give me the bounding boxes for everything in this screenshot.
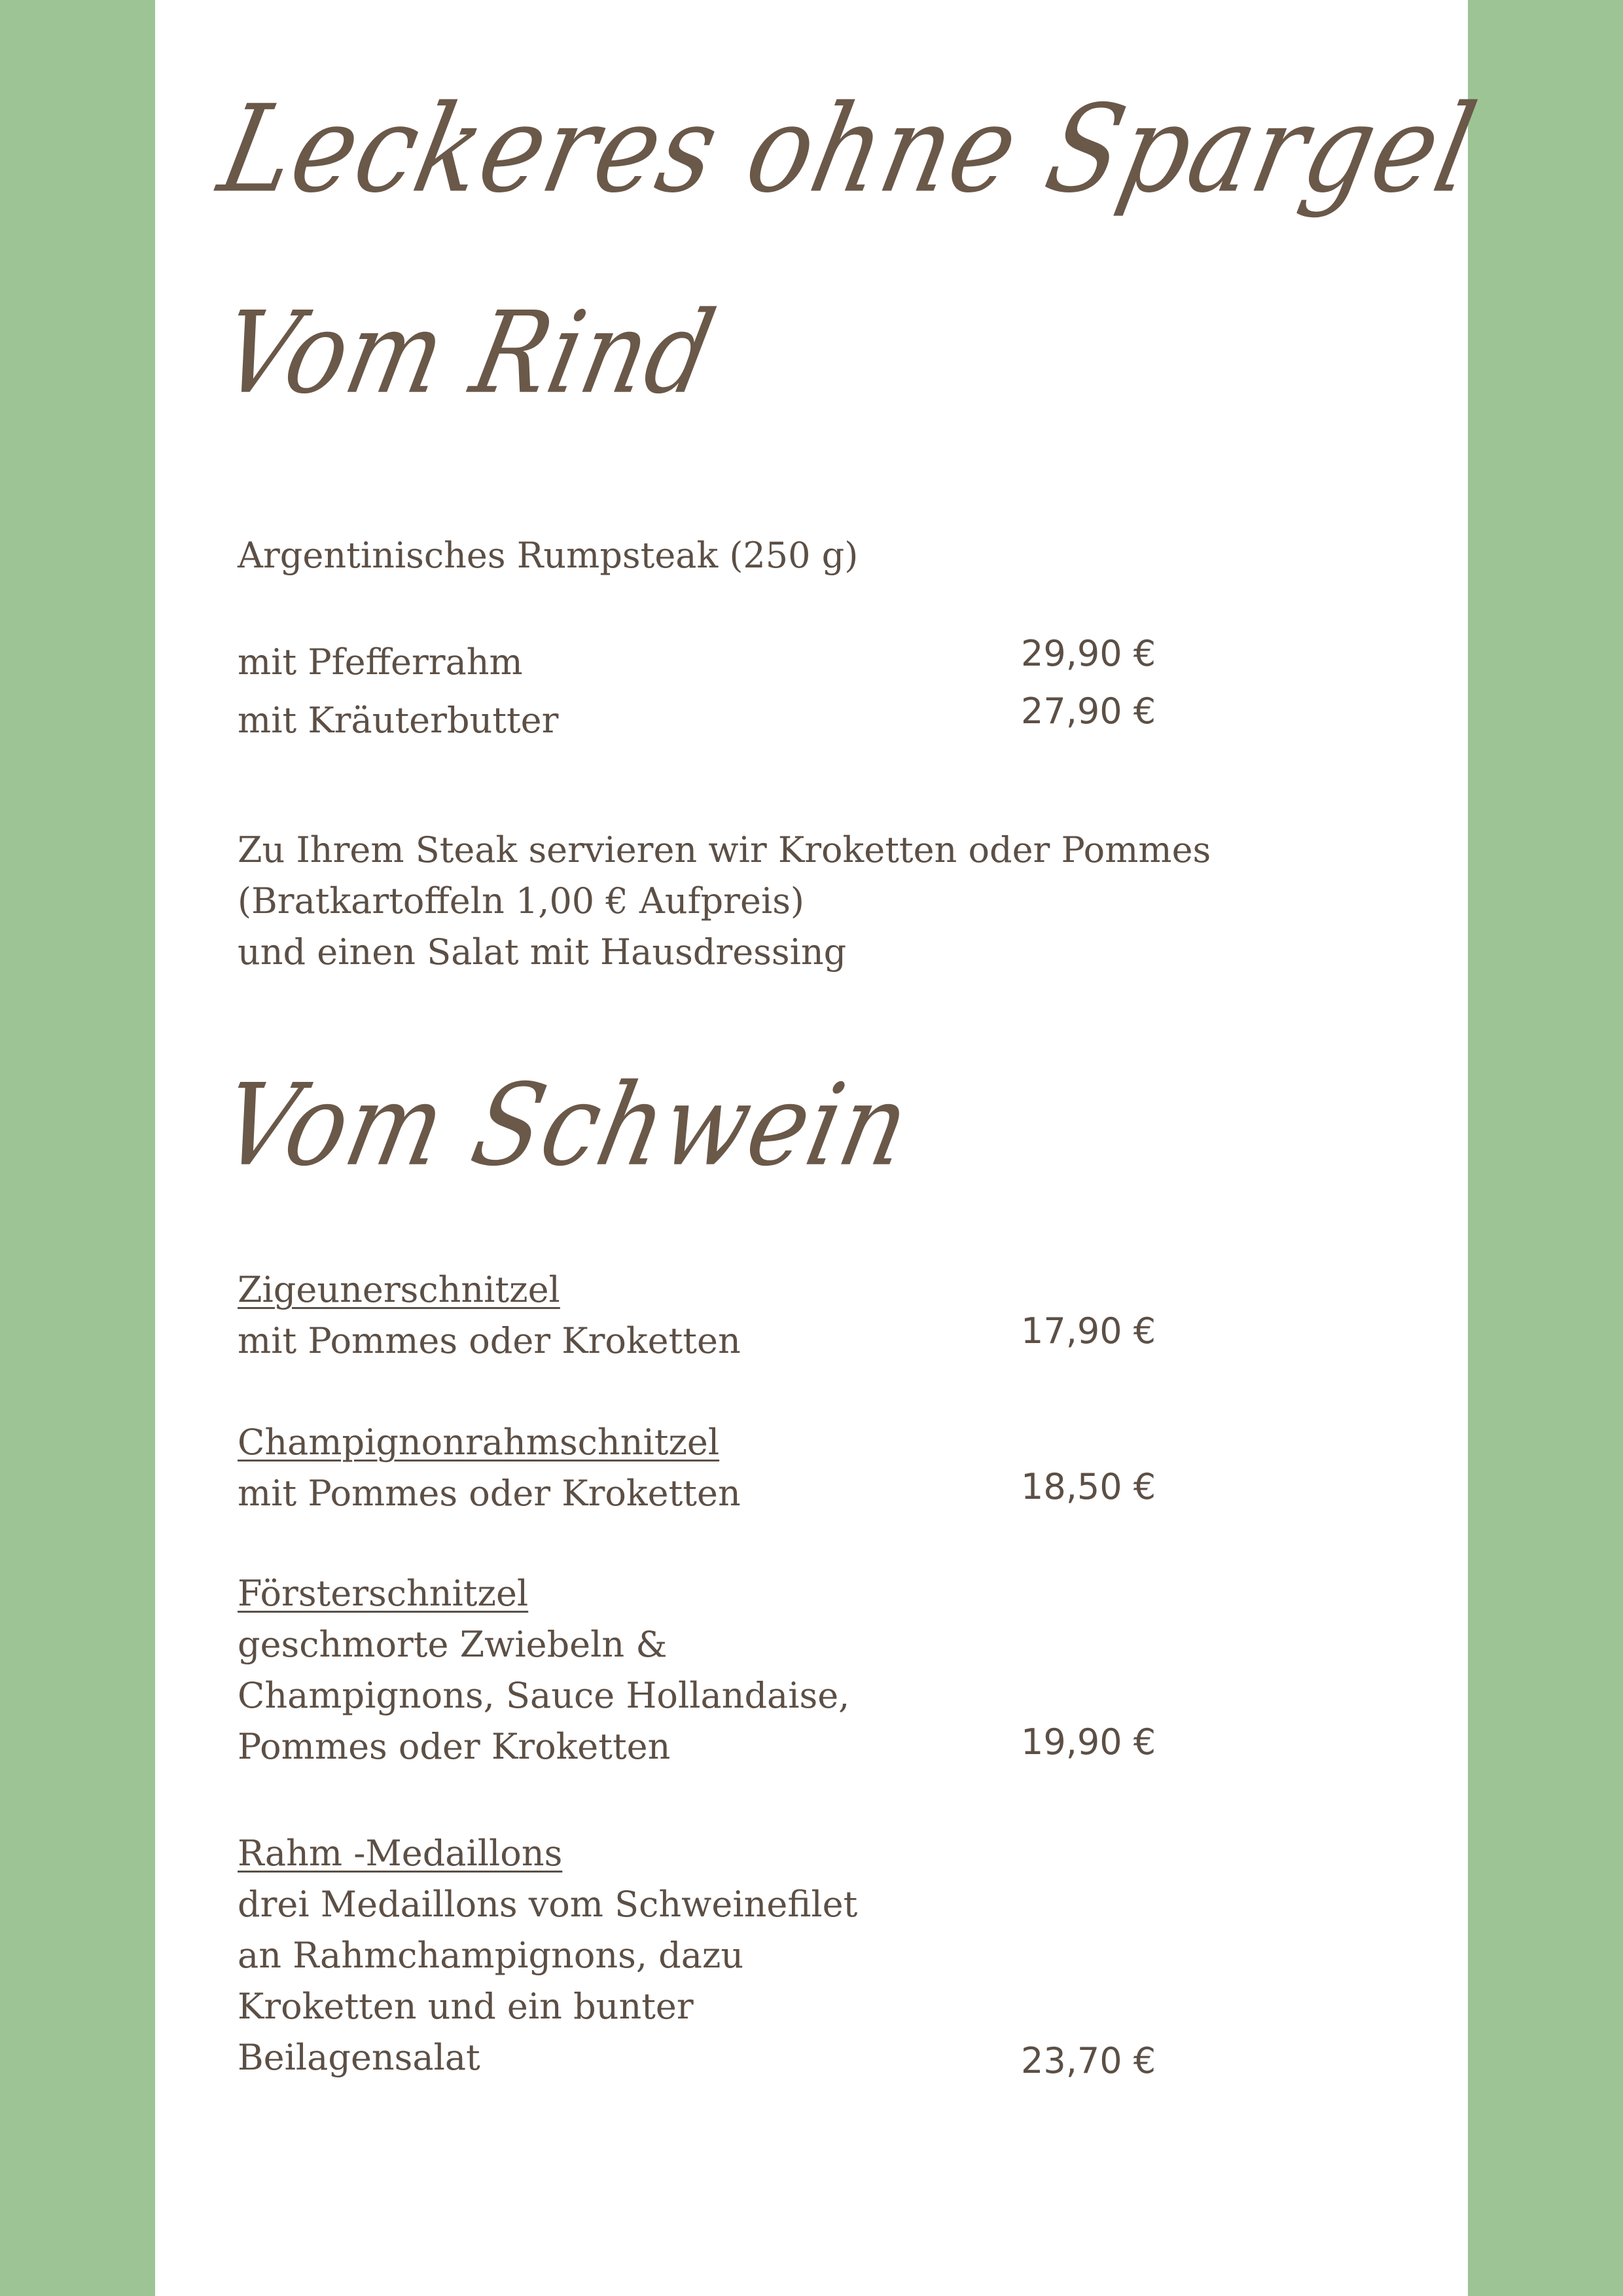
dish-description: geschmorte Zwiebeln & bbox=[238, 1624, 668, 1665]
dish-price-zigeunerschnitzel: 17,90 € bbox=[1021, 1310, 1156, 1352]
option-label-kraeuterbutter: mit Kräuterbutter bbox=[238, 700, 559, 741]
section-heading-rind: Vom Rind bbox=[211, 288, 726, 420]
dish-description: an Rahmchampignons, dazu bbox=[238, 1935, 744, 1976]
option-price-pfefferrahm: 29,90 € bbox=[1021, 633, 1156, 674]
steak-note-line: Zu Ihrem Steak servieren wir Kroketten oder Pommes bbox=[238, 829, 1211, 870]
dish-description: Beilagensalat bbox=[238, 2037, 480, 2078]
option-price-kraeuterbutter: 27,90 € bbox=[1021, 691, 1156, 732]
menu-page bbox=[155, 0, 1488, 2296]
dish-name-rahm-medaillons: Rahm -Medaillons bbox=[238, 1833, 563, 1874]
menu-title: Leckeres ohne Spargel bbox=[209, 79, 1488, 220]
option-label-pfefferrahm: mit Pfefferrahm bbox=[238, 641, 523, 683]
dish-price-champignonrahmschnitzel: 18,50 € bbox=[1021, 1466, 1156, 1507]
dish-description: Pommes oder Kroketten bbox=[238, 1726, 671, 1767]
section-heading-schwein: Vom Schwein bbox=[211, 1060, 921, 1192]
dish-price-rahm-medaillons: 23,70 € bbox=[1021, 2040, 1156, 2081]
dish-description: drei Medaillons vom Schweinefilet bbox=[238, 1884, 858, 1925]
dish-description: mit Pommes oder Kroketten bbox=[238, 1320, 741, 1361]
dish-name-zigeunerschnitzel: Zigeunerschnitzel bbox=[238, 1269, 560, 1310]
dish-name-foersterschnitzel: Försterschnitzel bbox=[238, 1573, 529, 1614]
steak-note-line: und einen Salat mit Hausdressing bbox=[238, 931, 847, 973]
dish-description: mit Pommes oder Kroketten bbox=[238, 1473, 741, 1514]
steak-note-line: (Bratkartoffeln 1,00 € Aufpreis) bbox=[238, 880, 805, 922]
dish-description: Champignons, Sauce Hollandaise, bbox=[238, 1675, 850, 1716]
dish-description: Kroketten und ein bunter bbox=[238, 1986, 694, 2027]
dish-name-champignonrahmschnitzel: Champignonrahmschnitzel bbox=[238, 1422, 720, 1463]
rumpsteak-title: Argentinisches Rumpsteak (250 g) bbox=[238, 535, 859, 576]
dish-price-foersterschnitzel: 19,90 € bbox=[1021, 1721, 1156, 1763]
